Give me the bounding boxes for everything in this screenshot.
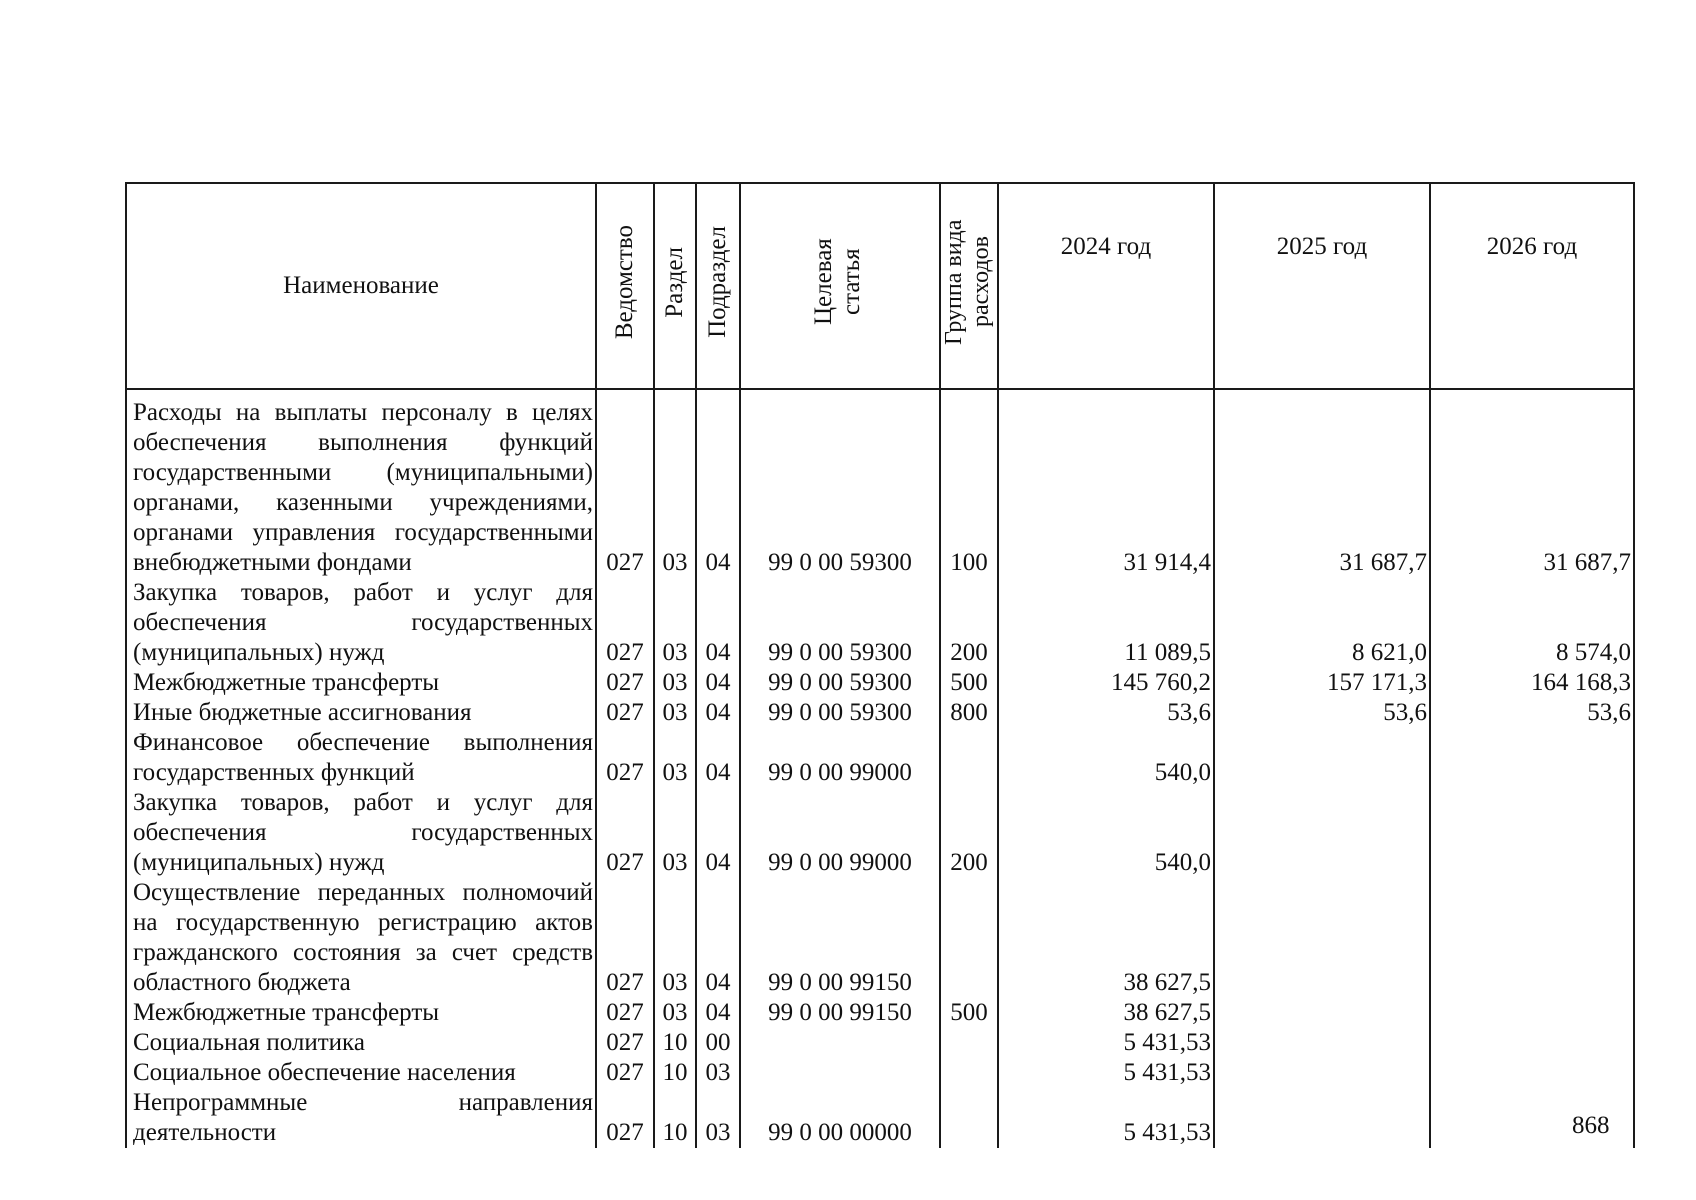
row-expense-group: 200 [940,578,998,668]
row-subsection: 04 [696,698,740,728]
table-row [126,1088,1634,1148]
row-target-article: 99 0 00 00000 [740,1088,940,1148]
row-section: 03 [654,878,696,998]
row-2025 [1214,998,1430,1028]
table-row [126,668,1634,698]
table-row [126,878,1634,998]
row-2024: 145 760,2 [998,668,1214,698]
row-subsection: 03 [696,1088,740,1148]
row-department: 027 [596,389,654,578]
row-subsection: 03 [696,1058,740,1088]
row-subsection: 04 [696,578,740,668]
row-department: 027 [596,1058,654,1088]
row-2026 [1430,788,1634,878]
row-2026 [1430,728,1634,788]
row-2024: 5 431,53 [998,1058,1214,1088]
row-section: 03 [654,728,696,788]
row-name: Межбюджетные трансферты [126,668,596,698]
row-2026 [1430,1058,1634,1088]
row-section: 03 [654,389,696,578]
row-name: Непрограммные направления деятельности [126,1088,596,1148]
row-target-article: 99 0 00 59300 [740,698,940,728]
row-2026 [1430,1028,1634,1058]
row-target-article: 99 0 00 99150 [740,878,940,998]
row-2025: 157 171,3 [1214,668,1430,698]
row-name: Иные бюджетные ассигнования [126,698,596,728]
row-target-article: 99 0 00 99150 [740,998,940,1028]
header-expense-group: Группа вида расходов [940,183,998,389]
table-row [126,698,1634,728]
row-2024: 5 431,53 [998,1088,1214,1148]
row-department: 027 [596,668,654,698]
header-target-article: Целевая статья [740,183,940,389]
table-row [126,1028,1634,1058]
row-department: 027 [596,1088,654,1148]
row-subsection: 00 [696,1028,740,1058]
row-2025 [1214,728,1430,788]
row-2025 [1214,788,1430,878]
row-expense-group [940,1088,998,1148]
header-section: Раздел [654,183,696,389]
row-expense-group [940,878,998,998]
row-2025 [1214,1088,1430,1148]
table-row [126,1058,1634,1088]
row-2025 [1214,1058,1430,1088]
row-2025 [1214,878,1430,998]
table-row [126,578,1634,668]
row-2026 [1430,878,1634,998]
row-section: 10 [654,1088,696,1148]
row-expense-group [940,1028,998,1058]
row-expense-group: 500 [940,668,998,698]
header-row [126,183,1634,389]
row-subsection: 04 [696,389,740,578]
row-section: 03 [654,668,696,698]
row-target-article: 99 0 00 59300 [740,578,940,668]
table-row [126,389,1634,578]
row-2025: 31 687,7 [1214,389,1430,578]
row-2025: 8 621,0 [1214,578,1430,668]
row-2026 [1430,998,1634,1028]
row-2024: 11 089,5 [998,578,1214,668]
row-subsection: 04 [696,668,740,698]
budget-table [125,182,1635,1148]
row-2024: 53,6 [998,698,1214,728]
row-department: 027 [596,788,654,878]
row-target-article: 99 0 00 99000 [740,788,940,878]
table-row [126,788,1634,878]
row-2026: 8 574,0 [1430,578,1634,668]
row-2024: 5 431,53 [998,1028,1214,1058]
row-section: 03 [654,998,696,1028]
row-2026: 164 168,3 [1430,668,1634,698]
row-2024: 38 627,5 [998,878,1214,998]
row-expense-group: 800 [940,698,998,728]
row-target-article: 99 0 00 99000 [740,728,940,788]
row-name: Межбюджетные трансферты [126,998,596,1028]
table-row [126,998,1634,1028]
row-subsection: 04 [696,788,740,878]
row-expense-group [940,1058,998,1088]
row-expense-group: 200 [940,788,998,878]
row-name: Закупка товаров, работ и услуг для обеспечения государственных (муниципальных) нужд [126,578,596,668]
row-name: Социальная политика [126,1028,596,1058]
header-name: Наименование [126,183,596,389]
header-2026: 2026 год [1430,183,1634,389]
row-section: 10 [654,1058,696,1088]
row-2024: 540,0 [998,728,1214,788]
row-department: 027 [596,578,654,668]
row-2026: 31 687,7 [1430,389,1634,578]
row-section: 03 [654,788,696,878]
header-2025: 2025 год [1214,183,1430,389]
row-section: 03 [654,578,696,668]
row-2024: 38 627,5 [998,998,1214,1028]
row-target-article [740,1058,940,1088]
row-2025 [1214,1028,1430,1058]
row-department: 027 [596,1028,654,1058]
row-expense-group: 500 [940,998,998,1028]
row-department: 027 [596,878,654,998]
row-section: 10 [654,1028,696,1058]
row-expense-group: 100 [940,389,998,578]
row-section: 03 [654,698,696,728]
header-department: Ведомство [596,183,654,389]
row-target-article [740,1028,940,1058]
table-row [126,728,1634,788]
row-2024: 31 914,4 [998,389,1214,578]
header-2024: 2024 год [998,183,1214,389]
row-expense-group [940,728,998,788]
row-2024: 540,0 [998,788,1214,878]
row-name: Расходы на выплаты персоналу в целях обеспечения выполнения функций государственными (муниципальными) органами, казенными учреждениями, органами управления государственными внебюджетными фондами [126,389,596,578]
row-department: 027 [596,728,654,788]
row-department: 027 [596,698,654,728]
page-number: 868 [1572,1112,1610,1139]
row-department: 027 [596,998,654,1028]
row-name: Социальное обеспечение населения [126,1058,596,1088]
row-name: Закупка товаров, работ и услуг для обеспечения государственных (муниципальных) нужд [126,788,596,878]
row-target-article: 99 0 00 59300 [740,668,940,698]
row-subsection: 04 [696,998,740,1028]
row-name: Финансовое обеспечение выполнения государственных функций [126,728,596,788]
row-2026: 53,6 [1430,698,1634,728]
row-subsection: 04 [696,878,740,998]
row-name: Осуществление переданных полномочий на государственную регистрацию актов гражданского состояния за счет средств областного бюджета [126,878,596,998]
row-2025: 53,6 [1214,698,1430,728]
row-subsection: 04 [696,728,740,788]
header-subsection: Подраздел [696,183,740,389]
row-target-article: 99 0 00 59300 [740,389,940,578]
